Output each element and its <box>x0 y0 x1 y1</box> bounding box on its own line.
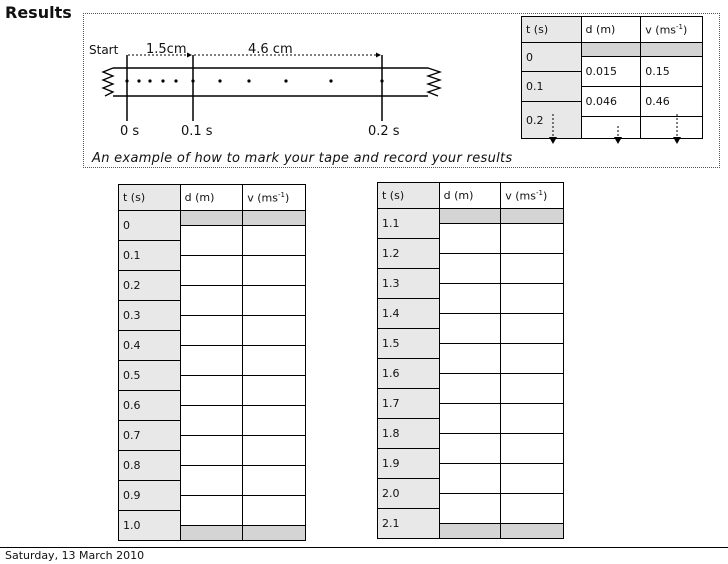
velocity-input-cell[interactable] <box>243 226 306 256</box>
time-cell: 1.0 <box>119 511 181 541</box>
time-cell: 1.1 <box>378 209 440 239</box>
velocity-input-cell[interactable] <box>501 374 564 404</box>
velocity-input-cell[interactable] <box>243 466 306 496</box>
velocity-input-cell[interactable] <box>501 344 564 374</box>
time-cell: 0.3 <box>119 301 181 331</box>
distance-cell: 0.046 <box>581 87 641 117</box>
header-distance: d (m) <box>439 183 501 209</box>
distance-input-cell[interactable] <box>439 314 501 344</box>
velocity-input-cell[interactable] <box>243 376 306 406</box>
time-cell: 0.9 <box>119 481 181 511</box>
distance-2-label: 4.6 cm <box>248 42 293 57</box>
distance-input-cell[interactable] <box>439 224 501 254</box>
distance-input-cell[interactable] <box>180 496 243 526</box>
velocity-input-cell[interactable] <box>501 224 564 254</box>
time-cell: 0.8 <box>119 451 181 481</box>
shaded-cell <box>439 524 501 539</box>
velocity-input-cell[interactable] <box>501 494 564 524</box>
distance-input-cell[interactable] <box>180 286 243 316</box>
distance-1-label: 1.5cm <box>146 42 187 57</box>
distance-input-cell[interactable] <box>439 494 501 524</box>
distance-input-cell[interactable] <box>439 434 501 464</box>
time-label-1: 0.1 s <box>181 124 213 139</box>
time-cell: 1.4 <box>378 299 440 329</box>
time-cell: 1.8 <box>378 419 440 449</box>
time-cell: 1.3 <box>378 269 440 299</box>
distance-input-cell[interactable] <box>180 226 243 256</box>
time-label-0: 0 s <box>120 124 140 139</box>
header-time: t (s) <box>378 183 440 209</box>
time-cell: 1.7 <box>378 389 440 419</box>
example-caption: An example of how to mark your tape and record your results <box>92 151 513 166</box>
time-cell: 0.5 <box>119 361 181 391</box>
results-table-right <box>377 182 564 539</box>
shaded-cell <box>243 526 306 541</box>
time-cell: 0.4 <box>119 331 181 361</box>
velocity-cell: 0.46 <box>641 87 703 117</box>
distance-input-cell[interactable] <box>439 464 501 494</box>
distance-input-cell[interactable] <box>180 436 243 466</box>
distance-input-cell[interactable] <box>439 404 501 434</box>
header-velocity: v $(ms^{-1})$ <box>243 185 306 211</box>
distance-input-cell[interactable] <box>180 376 243 406</box>
time-cell: 1.9 <box>378 449 440 479</box>
distance-input-cell[interactable] <box>180 346 243 376</box>
velocity-input-cell[interactable] <box>501 464 564 494</box>
velocity-input-cell[interactable] <box>243 346 306 376</box>
time-cell: 0 <box>522 43 582 72</box>
distance-input-cell[interactable] <box>439 284 501 314</box>
distance-input-cell[interactable] <box>180 256 243 286</box>
header-velocity: v $(ms^{-1})$ <box>501 183 564 209</box>
distance-input-cell[interactable] <box>180 316 243 346</box>
header-distance: d (m) <box>581 17 641 43</box>
velocity-cell: 0.15 <box>641 57 703 87</box>
time-cell: 0.1 <box>522 72 582 102</box>
velocity-input-cell[interactable] <box>501 254 564 284</box>
header-time: t (s) <box>119 185 181 211</box>
distance-input-cell[interactable] <box>180 406 243 436</box>
time-cell: 2.0 <box>378 479 440 509</box>
shaded-cell <box>439 209 501 224</box>
time-cell: 1.6 <box>378 359 440 389</box>
velocity-input-cell[interactable] <box>243 316 306 346</box>
distance-input-cell[interactable] <box>439 344 501 374</box>
footer-date: Saturday, 13 March 2010 <box>5 549 145 562</box>
time-cell: 0 <box>119 211 181 241</box>
time-cell: 1.5 <box>378 329 440 359</box>
shaded-cell <box>180 526 243 541</box>
time-cell: 1.2 <box>378 239 440 269</box>
velocity-input-cell[interactable] <box>501 314 564 344</box>
velocity-input-cell[interactable] <box>243 406 306 436</box>
header-time: t (s) <box>522 17 582 43</box>
shaded-cell <box>501 524 564 539</box>
shaded-cell <box>243 211 306 226</box>
start-label: Start <box>89 43 119 57</box>
results-table-left <box>118 184 306 541</box>
footer-divider <box>0 547 728 548</box>
velocity-input-cell[interactable] <box>501 284 564 314</box>
time-label-2: 0.2 s <box>368 124 400 139</box>
distance-input-cell[interactable] <box>439 374 501 404</box>
header-velocity: v $(ms^{-1})$ <box>641 17 703 43</box>
time-cell: 0.2 <box>119 271 181 301</box>
shaded-cell <box>501 209 564 224</box>
velocity-input-cell[interactable] <box>243 286 306 316</box>
continuation-arrows <box>521 112 703 152</box>
velocity-input-cell[interactable] <box>243 436 306 466</box>
header-distance: d (m) <box>180 185 243 211</box>
page-title: Results <box>5 3 72 22</box>
velocity-input-cell[interactable] <box>501 434 564 464</box>
time-cell: 0.7 <box>119 421 181 451</box>
time-cell: 0.6 <box>119 391 181 421</box>
velocity-input-cell[interactable] <box>501 404 564 434</box>
distance-input-cell[interactable] <box>180 466 243 496</box>
time-cell: 0.1 <box>119 241 181 271</box>
distance-input-cell[interactable] <box>439 254 501 284</box>
distance-cell: 0.015 <box>581 57 641 87</box>
ticker-tape-diagram <box>83 13 553 153</box>
time-cell: 2.1 <box>378 509 440 539</box>
velocity-input-cell[interactable] <box>243 496 306 526</box>
time-cell: 0.2 <box>522 102 582 139</box>
shaded-cell <box>180 211 243 226</box>
velocity-input-cell[interactable] <box>243 256 306 286</box>
